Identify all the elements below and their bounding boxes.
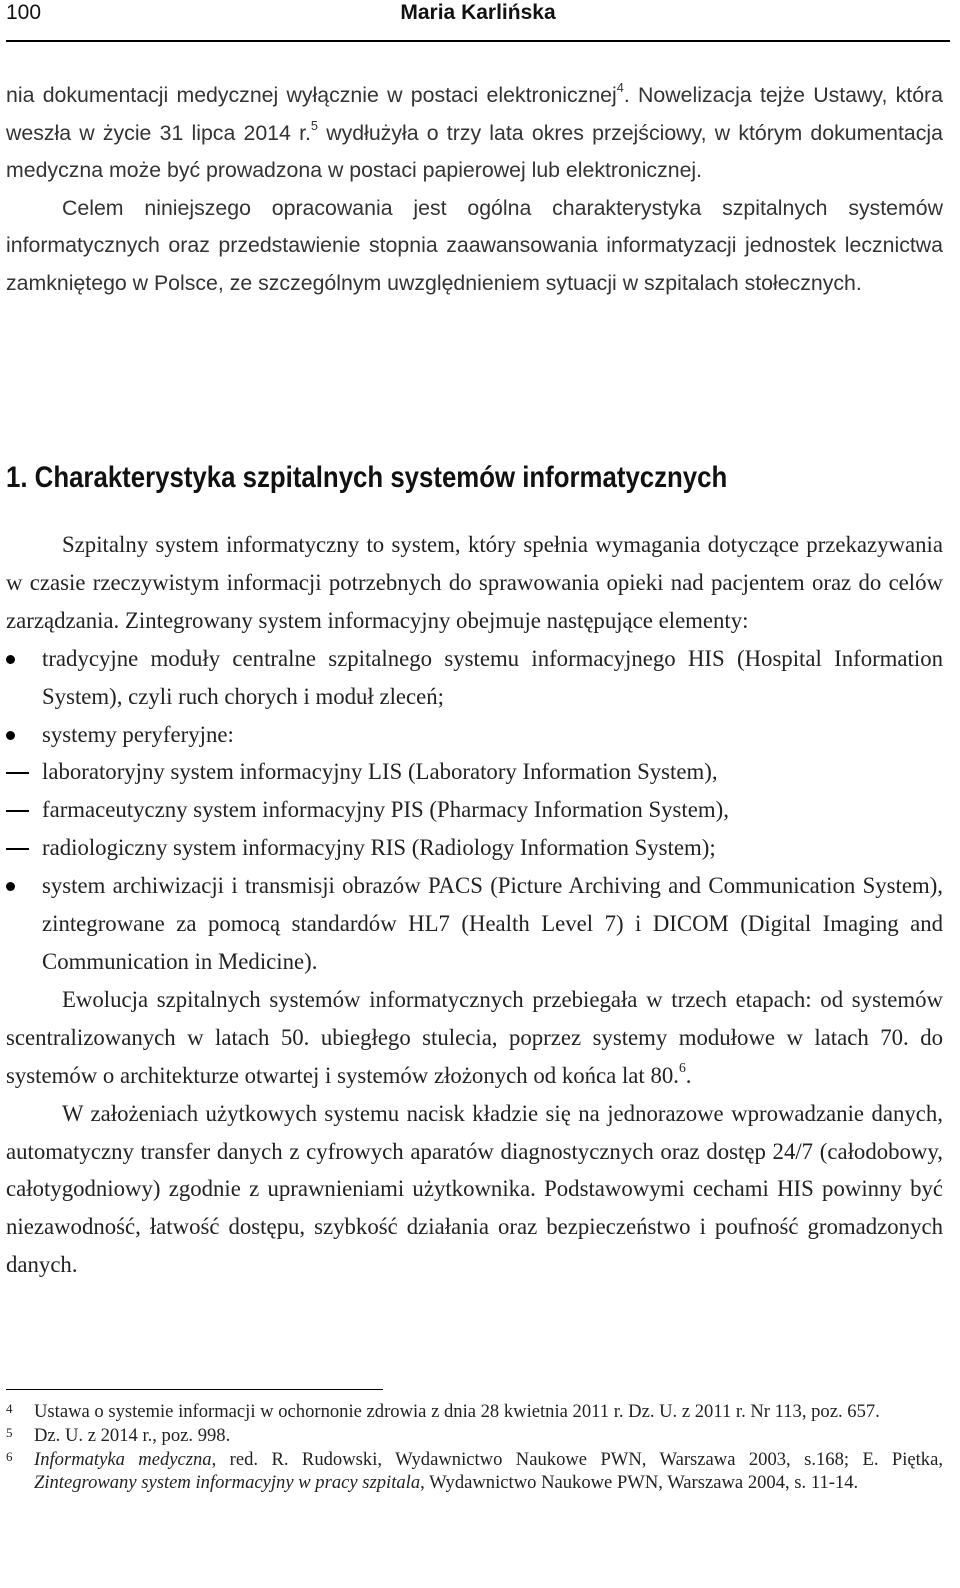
footnote-5: 5 Dz. U. z 2014 r., poz. 998. (6, 1424, 231, 1446)
footnote-ref-6: 6 (678, 1060, 686, 1076)
running-author: Maria Karlińska (400, 1, 556, 24)
page-number: 100 (6, 1, 42, 24)
section-paragraph-1: Szpitalny system informatyczny to system, który spełnia wymagania dotyczące przekazywania w czasie rzeczywistym informacji potrzebnych do sprawowania opieki nad pacjentem oraz do celów zarządzania. Zintegrowany system informacyjny obejmuje następujące elementy: (6, 532, 943, 633)
footnote-ref-5: 5 (310, 117, 319, 133)
sub-list-item: radiologiczny system informacyjny RIS (Radiology Information System); (6, 829, 943, 867)
running-header (6, 0, 950, 40)
dash-icon (6, 848, 29, 850)
footnote-6: 6 Informatyka medyczna, red. R. Rudowski, Wydawnictwo Naukowe PWN, Warszawa 2003, s.168; E. Piętka, Zintegrowany system informacyjny w pracy szpitala, Wydawnictwo Naukowe PWN, Warszawa 2004, s. 11-14. (6, 1448, 943, 1494)
sub-list-item: farmaceutyczny system informacyjny PIS (Pharmacy Information System), (6, 791, 943, 829)
book-title: Informatyka medyczna (34, 1448, 212, 1470)
list-item: system archiwizacji i transmisji obrazów PACS (Picture Archiving and Communication System), zintegrowane za pomocą standardów HL7 (Health Level 7) i DICOM (Digital Imaging and Communication in Medicine). (6, 867, 943, 981)
section-paragraph-3: W założeniach użytkowych systemu nacisk kładzie się na jednorazowe wprowadzanie danych, automatyczny transfer danych z cyfrowych aparatów diagnostycznych oraz dostęp 24/7 (całodobowy, całotygodniowy) zgodnie z uprawnieniami użytkownika. Podstawowymi cechami HIS powinny być niezawodność, łatwość dostępu, szybkość działania oraz bezpieczeństwo i poufność gromadzonych danych. (6, 1100, 943, 1278)
bullet-icon (6, 731, 15, 740)
footnote-rule (6, 1389, 383, 1390)
footnote-ref-4: 4 (616, 80, 624, 95)
list-item: tradycyjne moduły centralne szpitalnego systemu informacyjnego HIS (Hospital Information System), czyli ruch chorych i moduł zleceń; (6, 640, 943, 716)
bullet-icon (6, 882, 15, 891)
list-item: systemy peryferyjne: (6, 716, 943, 754)
intro-paragraph-1: nia dokumentacji medycznej wyłącznie w postaci elektronicznej$^4$. Nowelizacja tejże Ustawy, która weszła w życie 31 lipca 2014 r.$^5$ wydłużyła o trzy lata okres przejściowy, w którym dokumentacja medyczna może być prowadzona w postaci papierowej lub elektronicznej. (6, 80, 944, 182)
header-rule (6, 40, 950, 42)
section-paragraph-2: Ewolucja szpitalnych systemów informatycznych przebiegała w trzech etapach: od systemów scentralizowanych w latach 50. ubiegłego stulecia, poprzez systemy modułowe w latach 70. do systemów o architekturze otwartej i systemów złożonych od końca lat 80.$^6$. (6, 986, 943, 1088)
sub-list-item: laboratoryjny system informacyjny LIS (Laboratory Information System), (6, 753, 943, 791)
intro-paragraph-2: Celem niniejszego opracowania jest ogólna charakterystyka szpitalnych systemów informatycznych oraz przedstawienie stopnia zaawansowania informatyzacji jednostek lecznictwa zamkniętego w Polsce, ze szczególnym uwzględnieniem sytuacji w szpitalach stołecznych. (6, 195, 943, 295)
dash-icon (6, 772, 29, 774)
section-body (6, 526, 943, 1284)
bullet-icon (6, 655, 15, 664)
footnote-4: 4 Ustawa o systemie informacji w ochornonie zdrowia z dnia 28 kwietnia 2011 r. Dz. U. z 2011 r. Nr 113, poz. 657. (6, 1401, 880, 1422)
section-heading: 1. Charakterystyka szpitalnych systemów informatycznych (6, 461, 728, 494)
intro-text (6, 77, 943, 302)
dash-icon (6, 810, 29, 812)
book-title: Zintegrowany system informacyjny w pracy szpitala (34, 1472, 421, 1494)
footnotes (6, 1400, 943, 1495)
